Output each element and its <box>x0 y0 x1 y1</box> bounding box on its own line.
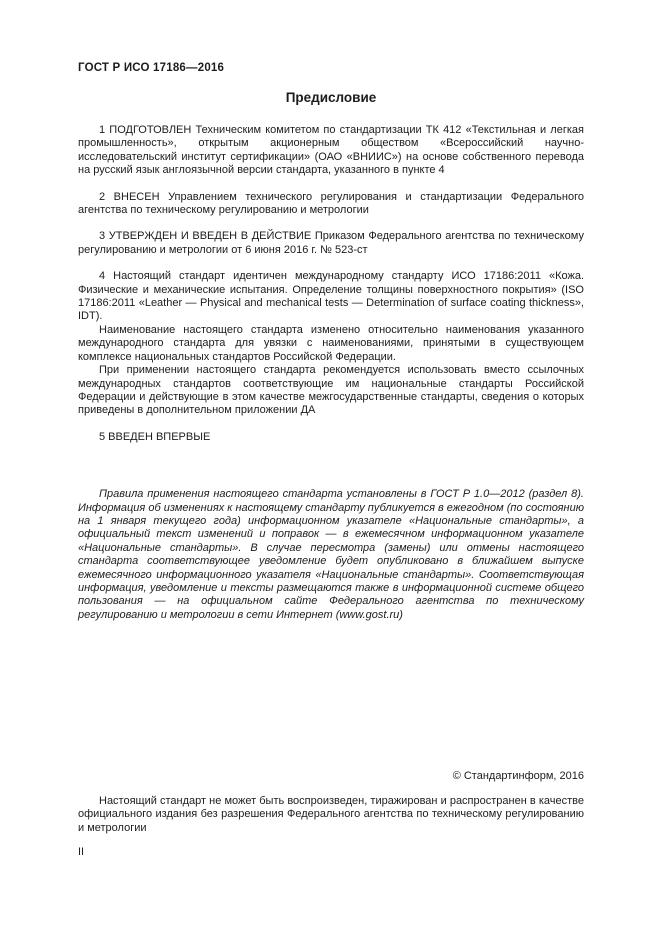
foreword-item-3: 3 УТВЕРЖДЕН И ВВЕДЕН В ДЕЙСТВИЕ Приказом Федерального агентства по техническому регулированию и метрологии от 6 июня 2016 г. № 523-ст <box>78 230 584 256</box>
page-footer <box>78 770 584 858</box>
reproduction-restriction: Настоящий стандарт не может быть воспроизведен, тиражирован и распространен в качестве официального издания без разрешения Федерального агентства по техническому регулированию и метрологии <box>78 795 584 834</box>
foreword-item-5: 5 ВВЕДЕН ВПЕРВЫЕ <box>99 430 211 443</box>
copyright-notice: © Стандартинформ, 2016 <box>452 770 584 782</box>
document-code: ГОСТ Р ИСО 17186—2016 <box>78 62 225 74</box>
foreword-note-name-change: Наименование настоящего стандарта изменено относительно наименования указанного международного стандарта для увязки с наименованиями, принятыми в существующем комплексе национальных стандартов Российской Федерации. <box>78 323 584 363</box>
page-number: II <box>78 846 85 859</box>
document-page <box>78 0 584 622</box>
foreword-item-4: 4 Настоящий стандарт идентичен международному стандарту ИСО 17186:2011 «Кожа. Физические и механические испытания. Определение толщины поверхностного покрытия» (ISO 17186:2011 «Leather — Physical and mechanical tests — Determination of surface coating thickness», IDT). <box>78 270 584 323</box>
foreword-item-2: 2 ВНЕСЕН Управлением технического регулирования и стандартизации Федерального агентства по техническому регулированию и метрологии <box>78 190 584 217</box>
rules-application-note: Правила применения настоящего стандарта установлены в ГОСТ Р 1.0—2012 (раздел 8). Информация об изменениях к настоящему стандарту публикуется в ежегодном (по состоянию на 1 января текущего года) информационном указателе «Национальные стандарты», а официальный текст изменений и поправок — в ежемесячном информационном указателе «Национальные стандарты». В случае пересмотра (замены) или отмены настоящего стандарта соответствующее уведомление будет опубликовано в ближайшем выпуске ежемесячного информационного указателя «Национальные стандарты». Соответствующая информация, уведомление и тексты размещаются также в информационной системе общего пользования — на официальном сайте Федерального агентства по техническому регулированию и метрологии в сети Интернет (www.gost.ru) <box>78 488 584 621</box>
foreword-note-references: При применении настоящего стандарта рекомендуется использовать вместо ссылочных международных стандартов соответствующие им национальные стандарты Российской Федерации и действующие в этом качестве межгосударственные стандарты, сведения о которых приведены в дополнительном приложении ДА <box>78 364 584 417</box>
foreword-item-1: 1 ПОДГОТОВЛЕН Техническим комитетом по стандартизации ТК 412 «Текстильная и легкая промышленность», открытым акционерным обществом «Всероссийский научно-исследовательский институт сертификации» (ОАО «ВНИИС») на основе собственного перевода на русский язык англоязычной версии стандарта, указанного в пункте 4 <box>78 124 584 177</box>
section-title: Предисловие <box>285 90 377 105</box>
